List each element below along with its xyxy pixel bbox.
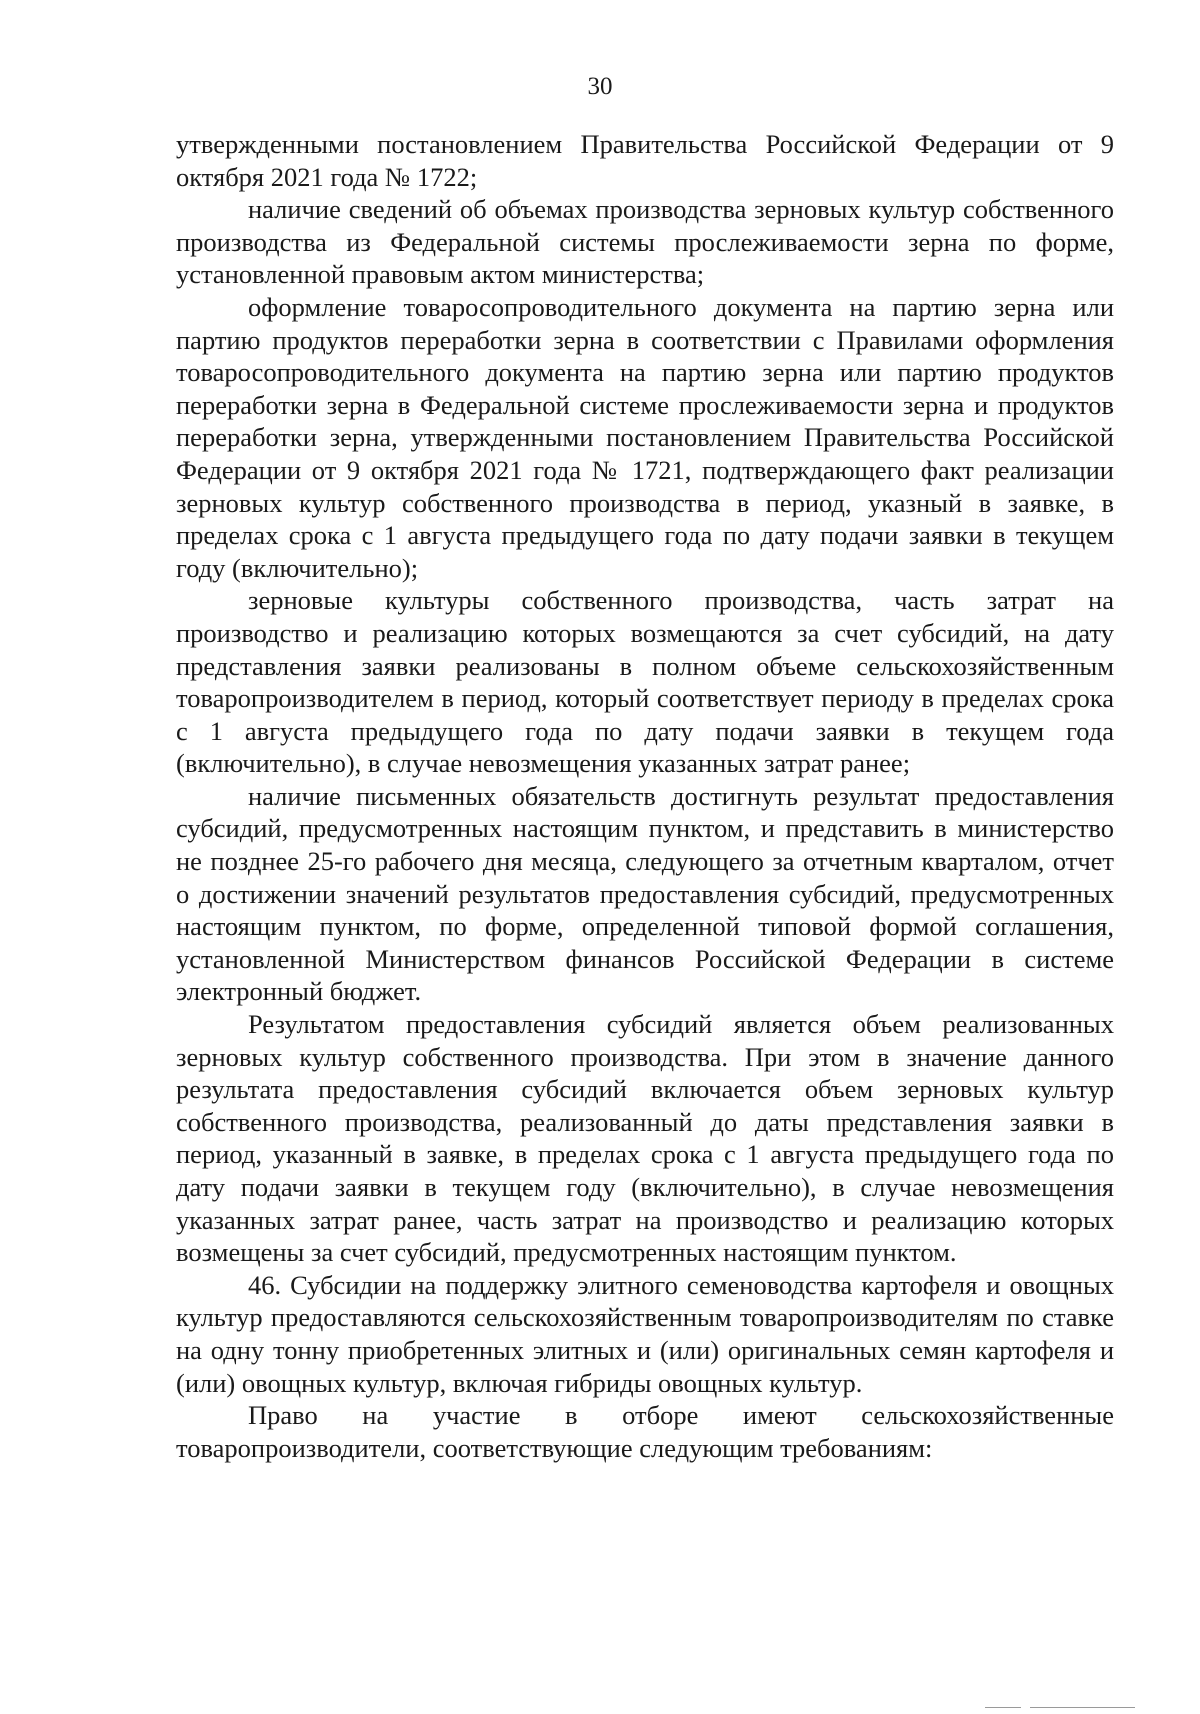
- scan-artifact-mark: [1030, 1707, 1135, 1708]
- paragraph-8: Право на участие в отборе имеют сельскохозяйственные товаропроизводители, соответствующие следующим требованиям:: [176, 1400, 1114, 1463]
- paragraph-4: зерновые культуры собственного производства, часть затрат на производство и реализацию которых возмещаются за счет субсидий, на дату представления заявки реализованы в полном объеме сельскохозяйственным товаропроизводителем в период, который соответствует периоду в пределах срока с 1 августа предыдущего года по дату подачи заявки в текущем года (включительно), в случае невозмещения указанных затрат ранее;: [176, 585, 1114, 779]
- paragraph-7: 46. Субсидии на поддержку элитного семеноводства картофеля и овощных культур предоставляются сельскохозяйственным товаропроизводителям по ставке на одну тонну приобретенных элитных и (или) оригинальных семян картофеля и (или) овощных культур, включая гибриды овощных культур.: [176, 1269, 1114, 1398]
- page-number: 30: [587, 73, 613, 100]
- paragraph-5: наличие письменных обязательств достигнуть результат предоставления субсидий, предусмотренных настоящим пунктом, и представить в министерство не позднее 25-го рабочего дня месяца, следующего за отчетным кварталом, отчет о достижении значений результатов предоставления субсидий, предусмотренных настоящим пунктом, по форме, определенной типовой формой соглашения, установленной Министерством финансов Российской Федерации в системе электронный бюджет.: [176, 780, 1114, 1007]
- paragraph-3: оформление товаросопроводительного документа на партию зерна или партию продуктов переработки зерна в соответствии с Правилами оформления товаросопроводительного документа на партию зерна или партию продуктов переработки зерна в Федеральной системе прослеживаемости зерна и продуктов переработки зерна, утвержденными постановлением Правительства Российской Федерации от 9 октября 2021 года № 1721, подтверждающего факт реализации зерновых культур собственного производства в период, указный в заявке, в пределах срока с 1 августа предыдущего года по дату подачи заявки в текущем году (включительно);: [176, 291, 1114, 583]
- document-body: [176, 128, 1114, 1464]
- scan-artifact-mark: [985, 1707, 1021, 1708]
- paragraph-1: утвержденными постановлением Правительства Российской Федерации от 9 октября 2021 года № 1722;: [176, 129, 1114, 192]
- paragraph-6: Результатом предоставления субсидий является объем реализованных зерновых культур собственного производства. При этом в значение данного результата предоставления субсидий включается объем зерновых культур собственного производства, реализованный до даты представления заявки в период, указанный в заявке, в пределах срока с 1 августа предыдущего года по дату подачи заявки в текущем году (включительно), в случае невозмещения указанных затрат ранее, часть затрат на производство и реализацию которых возмещены за счет субсидий, предусмотренных настоящим пунктом.: [176, 1009, 1114, 1268]
- paragraph-2: наличие сведений об объемах производства зерновых культур собственного производства из Федеральной системы прослеживаемости зерна по форме, установленной правовым актом министерства;: [176, 194, 1114, 290]
